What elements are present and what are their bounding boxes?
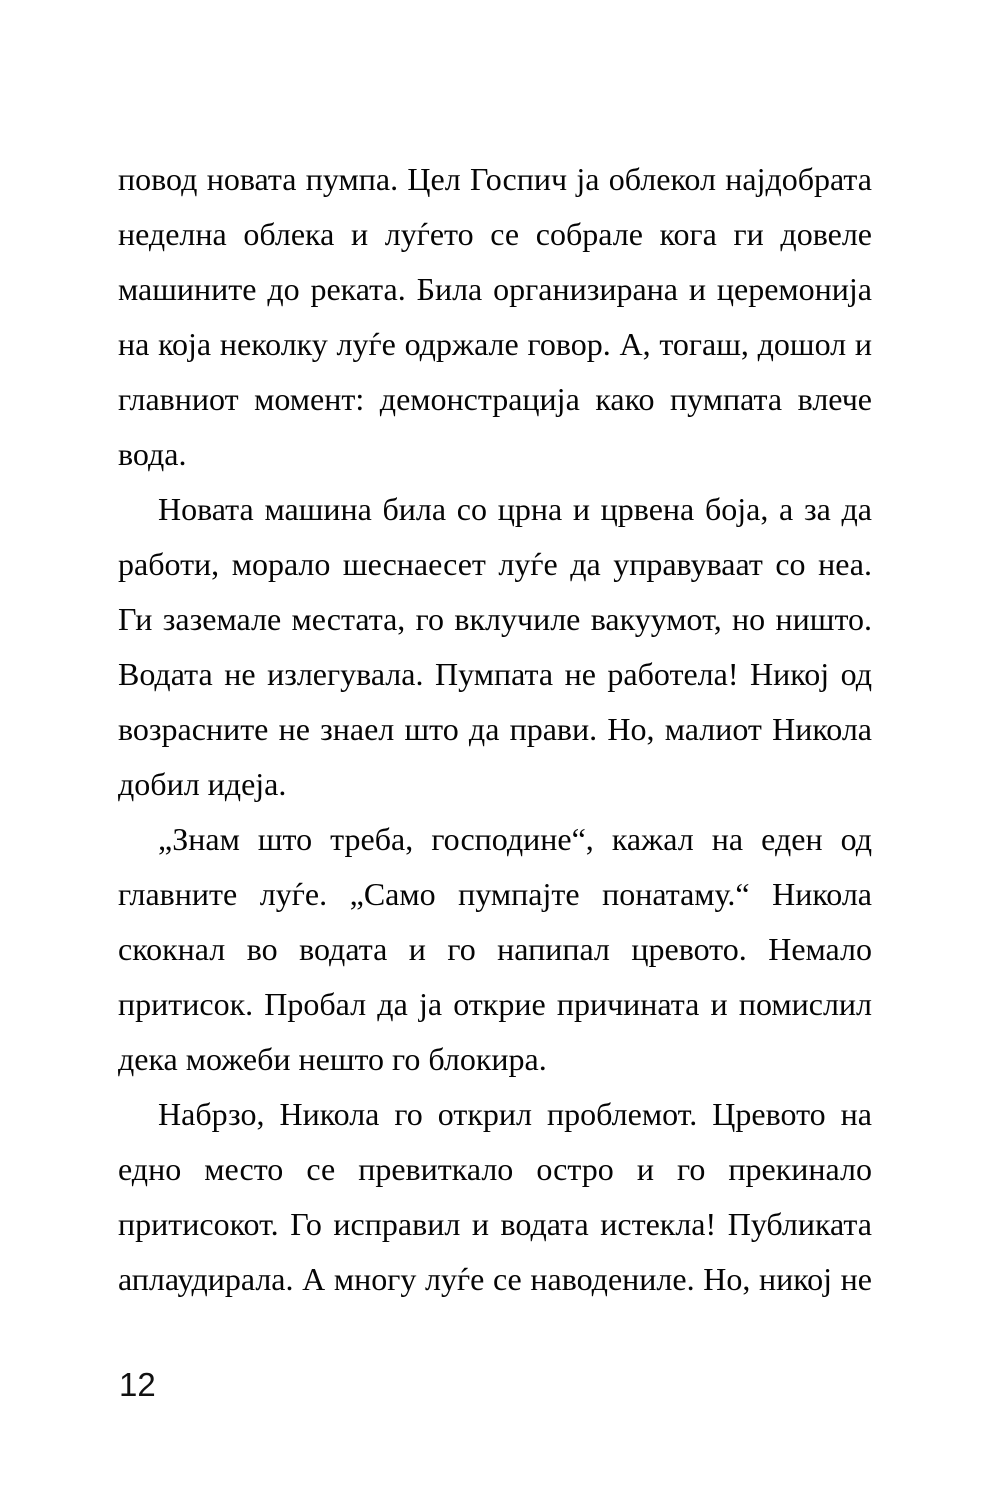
text-line: возрасните не знаел што да прави. Но, малиот Никола bbox=[118, 711, 872, 747]
text-line: неделна облека и луѓето се собрале кога ги довеле bbox=[118, 216, 872, 252]
text-line: притисок. Пробал да ја открие причината и помислил bbox=[118, 986, 872, 1022]
text-line: Ги заземале местата, го вклучиле вакуумот, но ништо. bbox=[118, 601, 872, 637]
paragraph bbox=[118, 482, 872, 812]
text-line: добил идеја. bbox=[118, 766, 287, 802]
text-line: повод новата пумпа. Цел Госпич ја облекол најдобрата bbox=[118, 161, 872, 197]
text-line: „Знам што треба, господине“, кажал на еден од bbox=[158, 821, 872, 857]
text-line: Новата машина била со црна и црвена боја, а за да bbox=[158, 491, 872, 527]
text-line: дека можеби нешто го блокира. bbox=[118, 1041, 547, 1077]
paragraph bbox=[118, 812, 872, 1087]
text-line: притисокот. Го исправил и водата истекла! Публиката bbox=[118, 1206, 872, 1242]
text-line: главниот момент: демонстрација како пумпата влече bbox=[118, 381, 872, 417]
text-line: вода. bbox=[118, 436, 187, 472]
text-line: аплаудирала. А многу луѓе се наводениле. Но, никој не bbox=[118, 1261, 872, 1297]
text-line: главните луѓе. „Само пумпајте понатаму.“ Никола bbox=[118, 876, 872, 912]
text-line: Набрзо, Никола го открил проблемот. Цревото на bbox=[158, 1096, 872, 1132]
text-line: Водата не излегувала. Пумпата не работела! Никој од bbox=[118, 656, 872, 692]
paragraph bbox=[118, 1087, 872, 1307]
body-text bbox=[118, 152, 872, 1307]
page-number: 12 bbox=[119, 1366, 156, 1403]
text-line: на која неколку луѓе одржале говор. А, тогаш, дошол и bbox=[118, 326, 872, 362]
text-line: работи, морало шеснаесет луѓе да управуваат со неа. bbox=[118, 546, 872, 582]
text-line: машините до реката. Била организирана и церемонија bbox=[118, 271, 872, 307]
text-line: скокнал во водата и го напипал цревото. Немало bbox=[118, 931, 872, 967]
paragraph bbox=[118, 152, 872, 482]
text-line: едно место се превиткало остро и го прекинало bbox=[118, 1151, 872, 1187]
